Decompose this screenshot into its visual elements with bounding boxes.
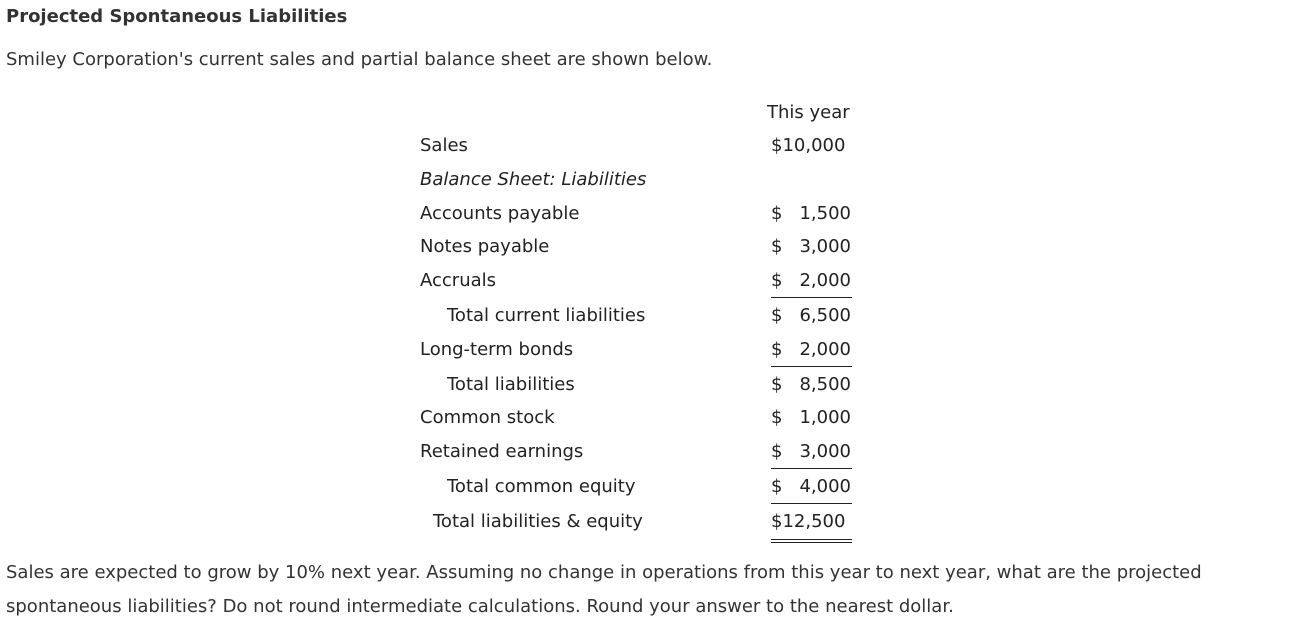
subtotal-rule	[771, 503, 852, 504]
row-value	[771, 235, 851, 259]
row-value	[771, 510, 851, 534]
column-header-this-year: This year	[767, 102, 850, 123]
row-value	[771, 475, 851, 499]
table-row-long-term-bonds	[0, 338, 1302, 362]
currency-sign: $	[771, 476, 783, 497]
value-text: 2,000	[799, 270, 851, 291]
table-row-retained-earnings	[0, 440, 1302, 464]
currency-sign: $	[771, 441, 783, 462]
table-row-accounts-payable	[0, 202, 1302, 226]
value-text: 3,000	[799, 441, 851, 462]
value-text: 3,000	[799, 236, 851, 257]
row-value	[771, 202, 851, 226]
row-value	[771, 269, 851, 293]
table-row-accruals	[0, 269, 1302, 293]
row-label: Total current liabilities	[447, 305, 646, 326]
value-text: 1,500	[799, 203, 851, 224]
page-title: Projected Spontaneous Liabilities	[6, 6, 348, 27]
table-row-notes-payable	[0, 235, 1302, 259]
currency-sign: $	[771, 374, 783, 395]
row-label: Accounts payable	[420, 203, 580, 224]
row-label: Total liabilities & equity	[433, 511, 643, 532]
table-row-sales	[0, 134, 1302, 158]
row-label: Long-term bonds	[420, 339, 574, 360]
currency-sign: $	[771, 236, 783, 257]
row-label: Retained earnings	[420, 441, 584, 462]
row-label: Common stock	[420, 407, 555, 428]
subtotal-rule	[771, 366, 852, 367]
row-value	[771, 406, 851, 430]
value-text: $12,500	[771, 511, 846, 532]
table-row-total-common-equity	[0, 475, 1302, 499]
value-text: $10,000	[771, 135, 846, 156]
table-row-total-liabilities-equity	[0, 510, 1302, 534]
currency-sign: $	[771, 339, 783, 360]
subtotal-rule	[771, 297, 852, 298]
table-row-total-liabilities	[0, 373, 1302, 397]
value-text: 1,000	[799, 407, 851, 428]
table-header-row	[0, 101, 1302, 125]
value-text: 6,500	[799, 305, 851, 326]
value-text: 8,500	[799, 374, 851, 395]
row-value	[771, 440, 851, 464]
row-value	[771, 373, 851, 397]
currency-sign: $	[771, 305, 783, 326]
grand-total-double-rule	[771, 539, 852, 543]
row-label: Sales	[420, 135, 468, 156]
row-value	[771, 338, 851, 362]
table-row-total-current-liabilities	[0, 304, 1302, 328]
value-text: 4,000	[799, 476, 851, 497]
question-text: Sales are expected to grow by 10% next year. Assuming no change in operations from this year to next year, what are the projected spontaneous liabilities? Do not round intermediate calculations. Round your answer to the nearest dollar.	[6, 562, 1202, 617]
row-label: Total liabilities	[447, 374, 575, 395]
currency-sign: $	[771, 407, 783, 428]
intro-text: Smiley Corporation's current sales and partial balance sheet are shown below.	[6, 49, 713, 70]
row-label: Notes payable	[420, 236, 550, 257]
value-text: 2,000	[799, 339, 851, 360]
currency-sign: $	[771, 270, 783, 291]
currency-sign: $	[771, 203, 783, 224]
section-heading: Balance Sheet: Liabilities	[420, 169, 647, 190]
table-row-common-stock	[0, 406, 1302, 430]
row-value	[771, 304, 851, 328]
row-label: Accruals	[420, 270, 497, 291]
row-value	[771, 134, 851, 158]
table-row-section-heading	[0, 168, 1302, 192]
subtotal-rule	[771, 468, 852, 469]
row-label: Total common equity	[447, 476, 636, 497]
